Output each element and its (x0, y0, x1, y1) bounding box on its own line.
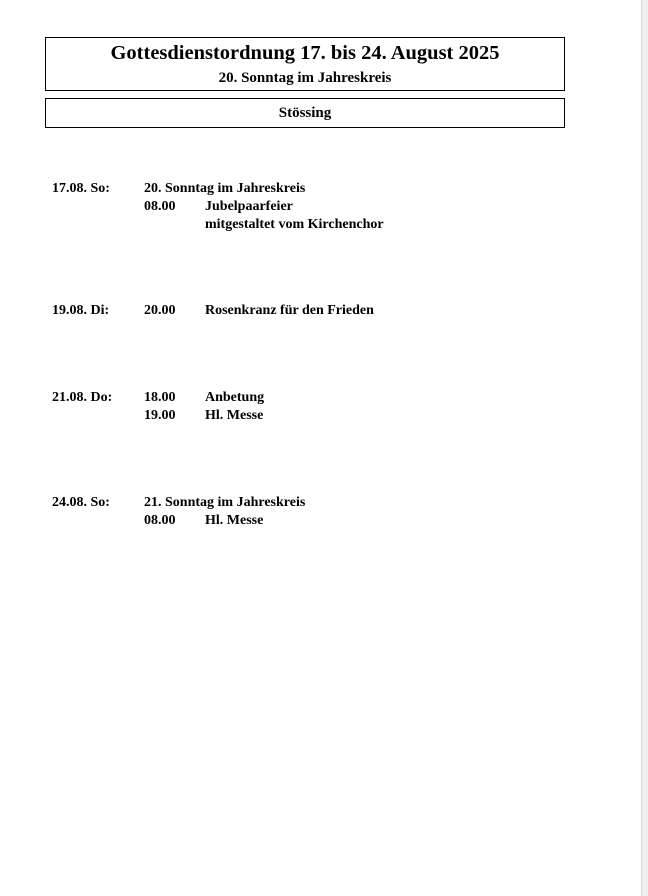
service-description: Anbetung (205, 390, 265, 405)
service-description: Jubelpaarfeier (205, 199, 293, 214)
service-time: 19.00 (144, 408, 176, 423)
service-description: Rosenkranz für den Frieden (205, 303, 374, 318)
service-description: Hl. Messe (205, 408, 264, 423)
title-box (45, 37, 565, 91)
service-description: Hl. Messe (205, 513, 264, 528)
day-heading: 20. Sonntag im Jahreskreis (144, 181, 306, 196)
document-title: Gottesdienstordnung 17. bis 24. August 2025 (110, 42, 500, 64)
viewer-scroll-edge[interactable] (641, 0, 648, 896)
service-time: 18.00 (144, 390, 176, 405)
parish-name: Stössing (45, 98, 565, 128)
day-heading: 21. Sonntag im Jahreskreis (144, 495, 306, 510)
day-date: 17.08. So: (52, 181, 110, 196)
document-subtitle: 20. Sonntag im Jahreskreis (218, 70, 392, 86)
service-time: 08.00 (144, 513, 176, 528)
service-description: mitgestaltet vom Kirchenchor (205, 217, 384, 232)
day-date: 24.08. So: (52, 495, 110, 510)
day-date: 21.08. Do: (52, 390, 113, 405)
day-date: 19.08. Di: (52, 303, 110, 318)
service-time: 20.00 (144, 303, 176, 318)
service-time: 08.00 (144, 199, 176, 214)
